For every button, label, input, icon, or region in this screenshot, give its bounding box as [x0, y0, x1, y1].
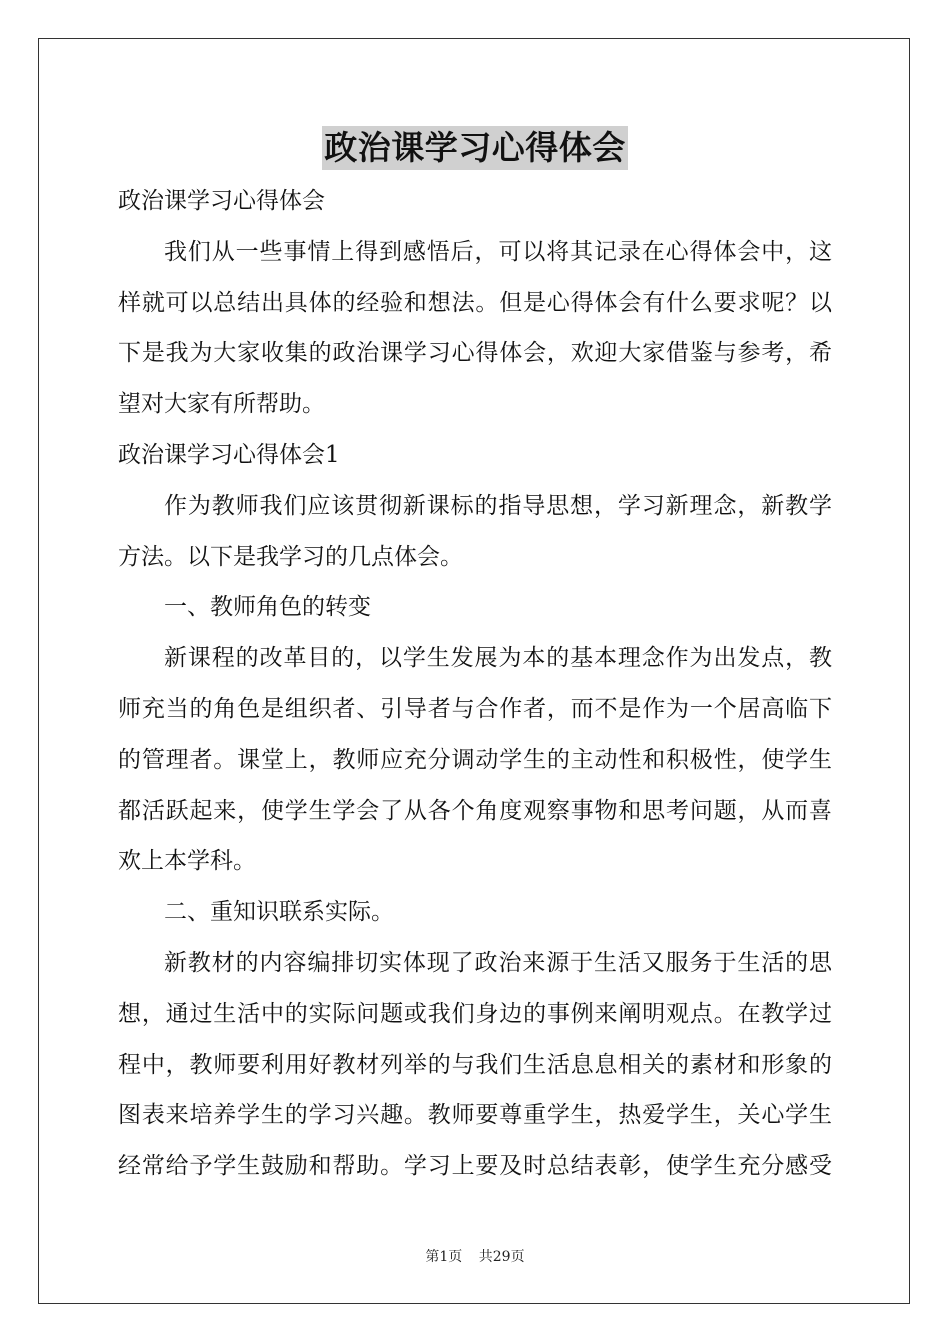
text-line: 新课程的改革目的，以学生发展为本的基本理念作为出发点，教 [164, 645, 832, 672]
title-container [0, 126, 950, 170]
text-line: 政治课学习心得体会1 [118, 441, 340, 468]
page-total: 共29页 [478, 1249, 525, 1265]
text-line: 方法。以下是我学习的几点体会。 [118, 543, 463, 570]
document-title: 政治课学习心得体会 [322, 126, 628, 170]
text-line: 政治课学习心得体会 [118, 188, 325, 214]
text-line: 望对大家有所帮助。 [118, 391, 325, 418]
text-line: 二、重知识联系实际。 [164, 899, 394, 926]
text-line: 下是我为大家收集的政治课学习心得体会，欢迎大家借鉴与参考，希 [118, 340, 832, 367]
page-number: 第1页 [425, 1249, 463, 1265]
page-footer [0, 1246, 950, 1266]
text-line: 一、教师角色的转变 [164, 594, 371, 621]
text-line: 都活跃起来，使学生学会了从各个角度观察事物和思考问题，从而喜 [118, 797, 832, 824]
text-line: 新教材的内容编排切实体现了政治来源于生活又服务于生活的思 [164, 949, 832, 976]
text-line: 欢上本学科。 [118, 848, 256, 875]
text-line: 的管理者。课堂上，教师应充分调动学生的主动性和积极性，使学生 [118, 746, 832, 773]
text-line: 师充当的角色是组织者、引导者与合作者，而不是作为一个居高临下 [118, 695, 832, 722]
text-line: 我们从一些事情上得到感悟后，可以将其记录在心得体会中，这 [164, 238, 832, 265]
text-line: 想，通过生活中的实际问题或我们身边的事例来阐明观点。在教学过 [118, 1000, 832, 1027]
text-line: 经常给予学生鼓励和帮助。学习上要及时总结表彰，使学生充分感受 [118, 1153, 832, 1180]
document-body [118, 176, 832, 1192]
text-line: 图表来培养学生的学习兴趣。教师要尊重学生，热爱学生，关心学生 [118, 1102, 832, 1129]
text-line: 作为教师我们应该贯彻新课标的指导思想，学习新理念，新教学 [164, 492, 832, 519]
text-line: 程中，教师要利用好教材列举的与我们生活息息相关的素材和形象的 [118, 1051, 832, 1078]
text-line: 样就可以总结出具体的经验和想法。但是心得体会有什么要求呢？以 [118, 289, 832, 316]
